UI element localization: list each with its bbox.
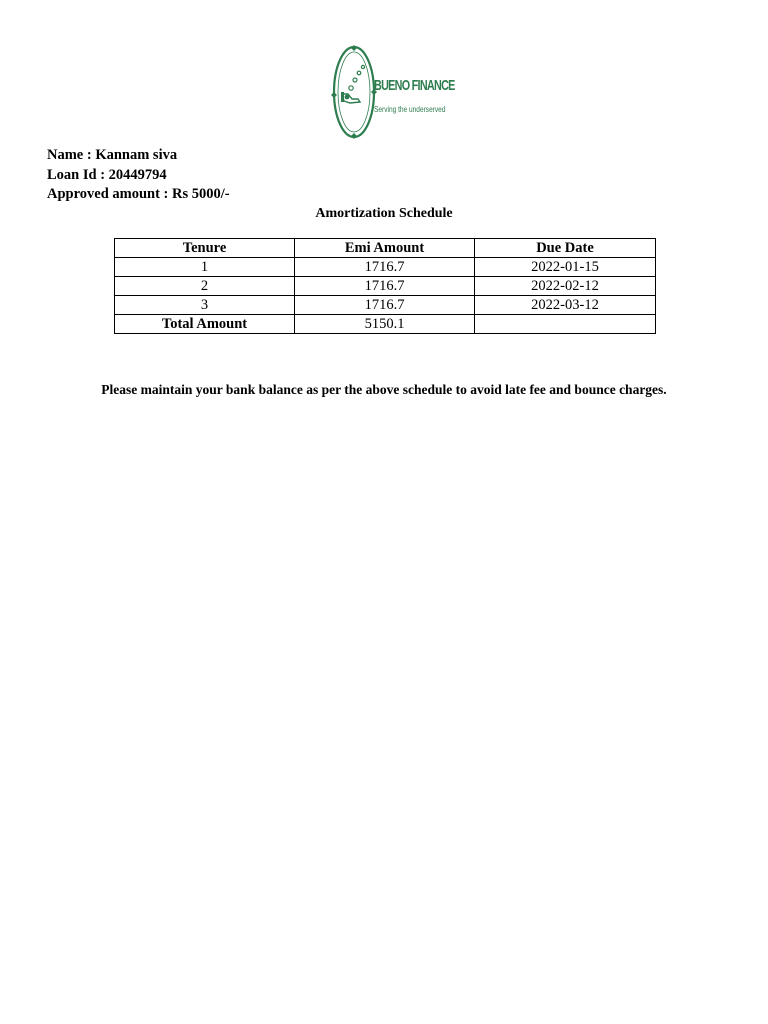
borrower-name: Name : Kannam siva xyxy=(47,147,178,163)
approved-amount: Approved amount : Rs 5000/- xyxy=(47,186,230,202)
cell-emi-amount: 1716.7 xyxy=(295,277,475,296)
logo-brand-name: BUENO FINANCE xyxy=(374,77,455,94)
header-tenure: Tenure xyxy=(115,239,295,258)
table-row xyxy=(115,296,656,315)
cell-tenure: 3 xyxy=(115,296,295,315)
table-row xyxy=(115,277,656,296)
total-due-date xyxy=(475,315,656,334)
table-header-row xyxy=(115,239,656,258)
cell-due-date: 2022-03-12 xyxy=(475,296,656,315)
logo-tagline: Serving the underserved xyxy=(374,105,446,114)
balance-reminder-note: Please maintain your bank balance as per the above schedule to avoid late fee and bounce charges. xyxy=(101,382,667,397)
bueno-finance-logo xyxy=(330,44,455,140)
loan-id: Loan Id : 20449794 xyxy=(47,167,167,183)
cell-emi-amount: 1716.7 xyxy=(295,296,475,315)
amortization-table xyxy=(114,238,656,334)
schedule-title: Amortization Schedule xyxy=(315,206,453,221)
header-emi-amount: Emi Amount xyxy=(295,239,475,258)
cell-emi-amount: 1716.7 xyxy=(295,258,475,277)
cell-due-date: 2022-01-15 xyxy=(475,258,656,277)
table-total-row xyxy=(115,315,656,334)
cell-tenure: 2 xyxy=(115,277,295,296)
header-due-date: Due Date xyxy=(475,239,656,258)
cell-tenure: 1 xyxy=(115,258,295,277)
table-row xyxy=(115,258,656,277)
cell-due-date: 2022-02-12 xyxy=(475,277,656,296)
total-emi-amount: 5150.1 xyxy=(295,315,475,334)
total-label: Total Amount xyxy=(115,315,295,334)
